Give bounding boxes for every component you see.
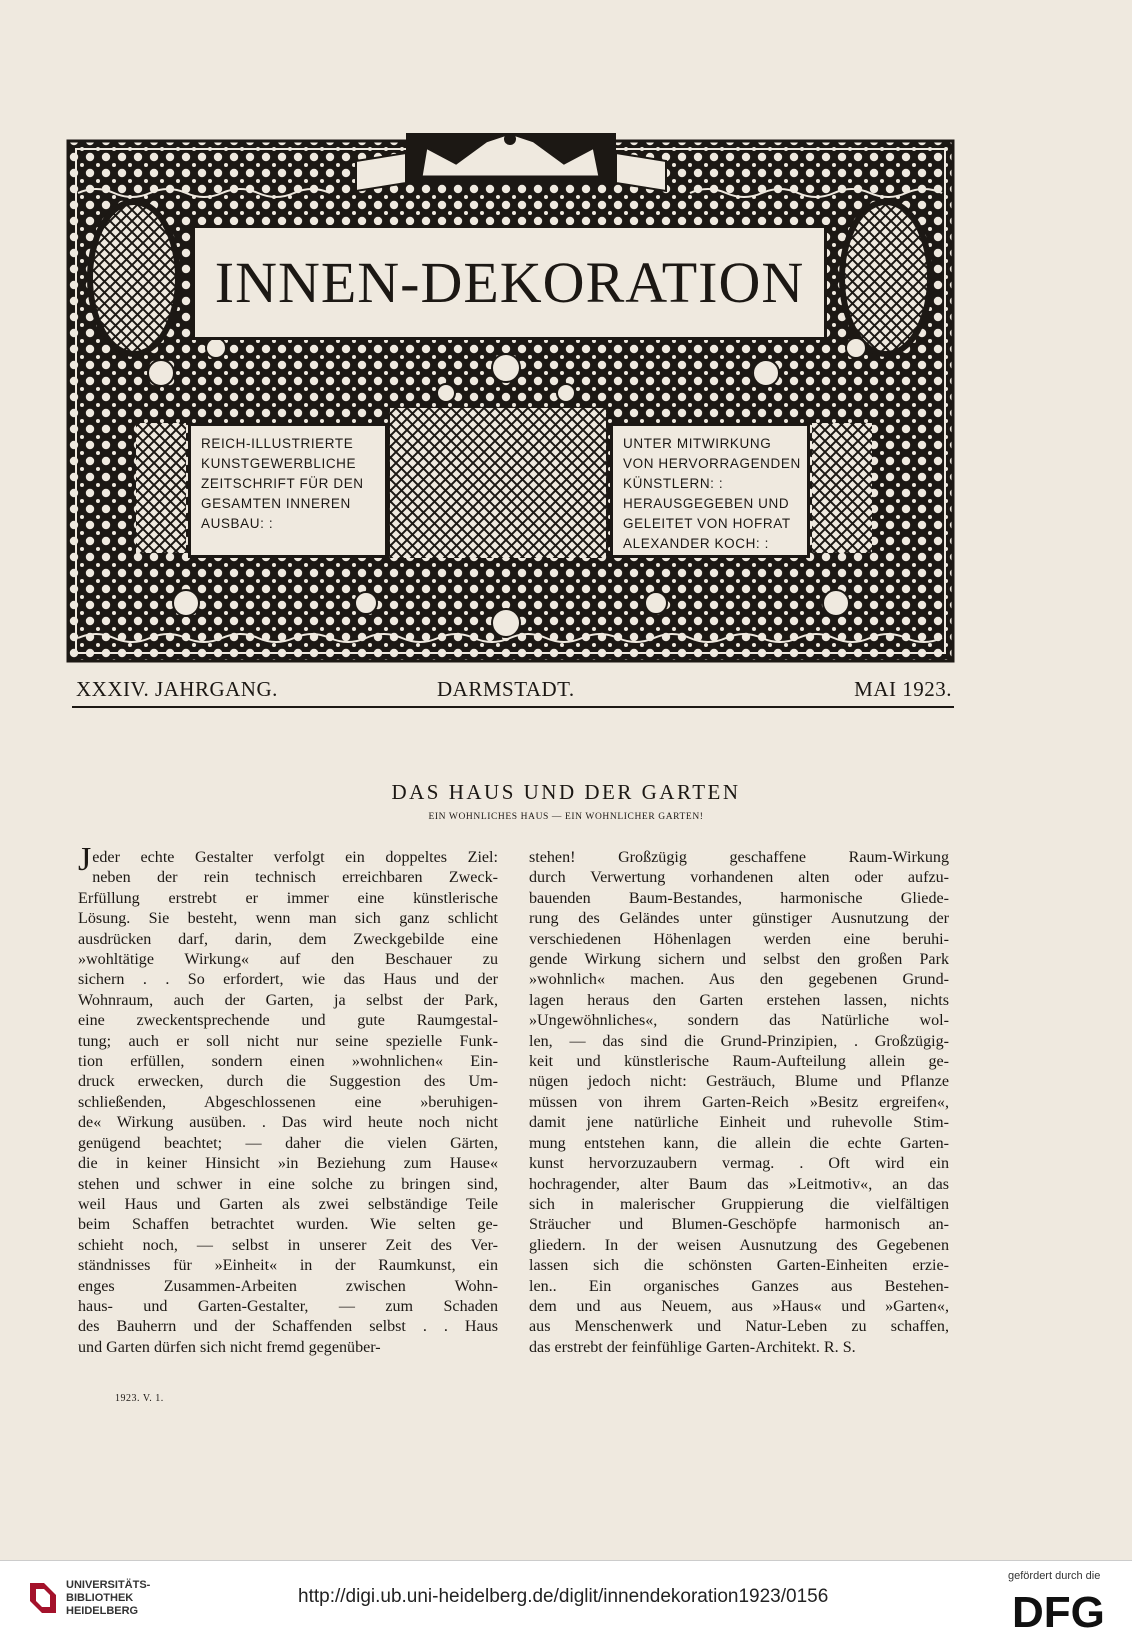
article-line: len.. Ein organisches Ganzes aus Bestehen-	[529, 1277, 949, 1295]
article-line: stehen und schwer in eine solche zu bringen sind,	[78, 1175, 498, 1193]
article-line: de« Wirkung ausüben. . Das wird heute noch nicht	[78, 1114, 498, 1132]
library-name-line: HEIDELBERG	[66, 1605, 139, 1617]
right-box-line: GELEITET VON HOFRAT	[623, 516, 791, 531]
university-library-logo-icon[interactable]	[28, 1581, 58, 1615]
right-box-line: HERAUSGEGEBEN UND	[623, 496, 790, 511]
article-line: Erfüllung erstrebt er immer eine künstlerische	[78, 889, 498, 907]
left-box-line: GESAMTEN INNEREN	[201, 496, 351, 511]
article-line: schließenden, Abgeschlossenen eine »beruhigen-	[78, 1093, 498, 1111]
article-line: gende Wirkung sichern und selbst den großen Park	[529, 951, 949, 969]
article-line: genügend beachtet; — daher die vielen Gärten,	[78, 1134, 498, 1152]
article-line: eder echte Gestalter verfolgt ein doppeltes Ziel:	[92, 849, 498, 866]
article-line: sich in malerischer Gruppierung die vielfältigen	[529, 1195, 949, 1213]
article-line: weil Haus und Garten als zwei selbständige Teile	[78, 1195, 498, 1213]
article-line: das erstrebt der feinfühlige Garten-Architekt. R. S.	[529, 1338, 856, 1356]
article-line: verschiedenen Höhenlagen werden eine beruhi-	[529, 930, 949, 948]
masthead-left-box	[188, 423, 388, 558]
article-column-left	[78, 841, 498, 1358]
article-line: haus- und Garten-Gestalter, — zum Schaden	[78, 1297, 498, 1315]
library-name-line: UNIVERSITÄTS-	[66, 1579, 151, 1591]
masthead-right-box	[610, 423, 810, 558]
left-box-line: REICH-ILLUSTRIERTE	[201, 436, 354, 451]
library-name[interactable]	[66, 1579, 150, 1618]
article-subtitle: EIN WOHNLICHES HAUS — EIN WOHNLICHER GARTEN!	[428, 812, 704, 822]
masthead-ornament	[66, 133, 955, 668]
article-line: schieht noch, — selbst in unserer Zeit des Ver-	[78, 1236, 498, 1254]
article-line: lagen heraus den Garten erstehen lassen, nichts	[529, 991, 949, 1009]
article-line: »wohnlich« machen. Aus den gegebenen Grund-	[529, 971, 949, 989]
article-line: müssen von ihrem Garten-Reich »Besitz ergreifen«,	[529, 1093, 949, 1111]
article-line: lassen sich die schönsten Garten-Einheiten erzie-	[529, 1257, 949, 1275]
article-line: »wohltätige Wirkung« auf den Beschauer zu	[78, 951, 498, 969]
lace-ornament-icon	[66, 133, 955, 668]
article-line: druck erwecken, durch die Suggestion des Um-	[78, 1073, 498, 1091]
article-line: tion erfüllen, sondern einen »wohnlichen« Ein-	[78, 1053, 498, 1071]
article-line: »Ungewöhnliches«, sondern das Natürliche wol-	[529, 1012, 949, 1030]
article-line: die in keiner Hinsicht »in Beziehung zum Hause«	[78, 1155, 498, 1173]
left-box-line: AUSBAU: :	[201, 516, 274, 531]
left-box-line: KUNSTGEWERBLICHE	[201, 456, 357, 471]
article-line: neben der rein technisch erreichbaren Zweck-	[92, 869, 498, 887]
article-line: dem und aus Neuem, aus »Haus« und »Garten«,	[529, 1297, 949, 1315]
right-box-line: UNTER MITWIRKUNG	[623, 436, 772, 451]
issue-date: MAI 1923.	[854, 677, 952, 701]
article-line: bauenden Baum-Bestandes, harmonische Gliede-	[529, 889, 949, 907]
article-line: gliedern. In der weisen Ausnutzung des Gegebenen	[529, 1236, 949, 1254]
article-line: und Garten dürfen sich nicht fremd gegenüber-	[78, 1338, 381, 1356]
issue-city: DARMSTADT.	[437, 677, 575, 701]
article-line: hochragender, alter Baum das »Leitmotiv«, an das	[529, 1175, 949, 1193]
drop-cap: J	[78, 841, 92, 878]
dfg-logo-icon[interactable]	[1012, 1589, 1108, 1631]
article-line: tung; auch er soll nicht nur seine spezielle Funk-	[78, 1032, 498, 1050]
right-box-line: VON HERVORRAGENDEN	[623, 456, 801, 471]
article-line: ständnisses für »Einheit« in der Raumkunst, ein	[78, 1257, 498, 1275]
permalink-url[interactable]: http://digi.ub.uni-heidelberg.de/diglit/innendekoration1923/0156	[298, 1586, 829, 1607]
library-name-line: BIBLIOTHEK	[66, 1592, 134, 1604]
article-line: durch Verwertung vorhandenen alten oder aufzu-	[529, 869, 949, 887]
issue-volume: XXXIV. JAHRGANG.	[76, 677, 278, 701]
funding-label: gefördert durch die	[1008, 1570, 1101, 1582]
article-line: kunst hervorzuzaubern vermag. . Oft wird ein	[529, 1155, 949, 1173]
article-line: Lösung. Sie besteht, wenn man sich ganz schlicht	[78, 910, 498, 928]
article-line: sichern . . So erfordert, wie das Haus und der	[78, 971, 498, 989]
article-line: stehen! Großzügig geschaffene Raum-Wirkung	[529, 849, 949, 866]
article-line: eine zweckentsprechende und gute Raumgestal-	[78, 1012, 498, 1030]
magazine-title: INNEN-DEKORATION	[214, 250, 805, 315]
right-box-line: KÜNSTLERN: :	[623, 476, 724, 491]
article-line: des Bauherrn und der Schaffenden selbst . . Haus	[78, 1318, 498, 1336]
dfg-logo-text: DFG	[1012, 1589, 1105, 1631]
article-line: len, — das sind die Grund-Prinzipien, . Großzügig-	[529, 1032, 949, 1050]
article-column-right	[529, 848, 949, 1358]
article-line: nügen jedoch nicht: Gesträuch, Blume und Pflanze	[529, 1073, 949, 1091]
page-signature: 1923. V. 1.	[115, 1393, 164, 1404]
article-line: beim Schaffen betrachtet wurden. Wie selten ge-	[78, 1216, 498, 1234]
right-box-line: ALEXANDER KOCH: :	[623, 536, 769, 551]
article-line: rung des Geländes unter günstiger Ausnutzung der	[529, 910, 949, 928]
article-line: damit jene natürliche Einheit und ruhevolle Stim-	[529, 1114, 949, 1132]
left-box-line: ZEITSCHRIFT FÜR DEN	[201, 476, 364, 491]
article-line: Wohnraum, auch der Garten, ja selbst der Park,	[78, 991, 498, 1009]
article-line: ausdrücken darf, darin, dem Zweckgebilde eine	[78, 930, 498, 948]
article-line: enges Zusammen-Arbeiten zwischen Wohn-	[78, 1277, 498, 1295]
article-line: aus Menschenwerk und Natur-Leben zu schaffen,	[529, 1318, 949, 1336]
article-line: Sträucher und Blumen-Geschöpfe harmonisch an-	[529, 1216, 949, 1234]
title-panel	[192, 225, 827, 340]
viewer-footer-bar	[0, 1560, 1132, 1637]
article-line: keit und künstlerische Raum-Aufteilung allein ge-	[529, 1053, 949, 1071]
article-title: DAS HAUS UND DER GARTEN	[391, 780, 741, 804]
article-line: mung entstehen kann, die allein die echte Garten-	[529, 1134, 949, 1152]
issue-line	[72, 674, 954, 708]
